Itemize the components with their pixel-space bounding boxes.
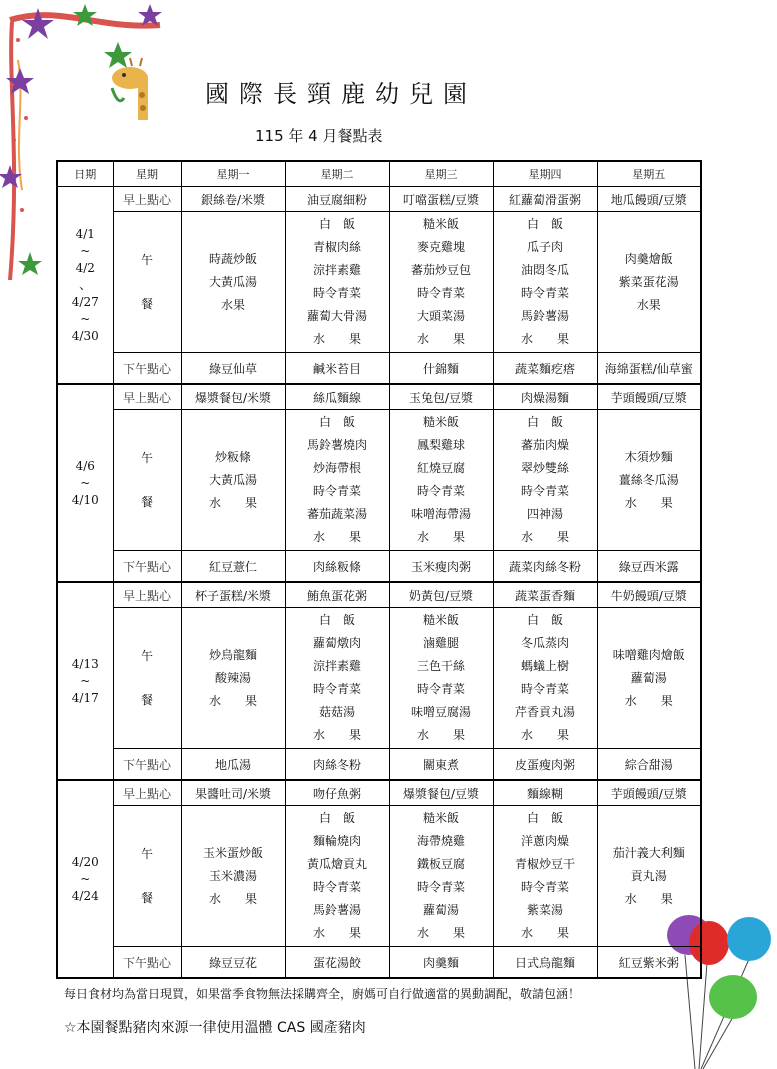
lunch-dish: 白 飯 — [526, 613, 563, 627]
lunch-cell — [493, 806, 597, 947]
lunch-dish: 味噌雞肉燴飯 — [612, 647, 685, 662]
lunch-dish: 馬鈴薯湯 — [520, 309, 569, 323]
lunch-dish: 麵輪燒肉 — [312, 834, 361, 848]
lunch-dish: 三色干絲 — [416, 659, 465, 673]
star-icon — [22, 8, 54, 39]
lunch-dish: 時令青菜 — [520, 682, 569, 696]
breakfast-cell: 奶黃包/豆漿 — [389, 582, 493, 608]
lunch-cell — [597, 212, 701, 353]
lunch-dish: 糙米飯 — [422, 415, 459, 429]
afternoon-cell: 肉絲粄條 — [285, 551, 389, 583]
slot-label-afternoon: 下午點心 — [113, 947, 181, 979]
column-header-date: 日期 — [57, 161, 113, 187]
date-line: 4/30 — [71, 328, 99, 343]
date-line: 4/2 — [75, 260, 95, 275]
lunch-label-char: 午 — [140, 253, 153, 267]
star-icon — [18, 252, 42, 275]
lunch-dish: 時令青菜 — [312, 484, 361, 498]
afternoon-cell: 海綿蛋糕/仙草蜜 — [597, 353, 701, 385]
date-line: 4/10 — [71, 492, 99, 507]
lunch-dish: 翠炒雙絲 — [520, 461, 569, 475]
menu-table — [56, 160, 702, 979]
lunch-dish: 白 飯 — [318, 415, 355, 429]
afternoon-cell: 蛋花湯餃 — [285, 947, 389, 979]
lunch-label-char: 餐 — [140, 495, 153, 509]
lunch-dish: 鳳梨雞球 — [416, 438, 465, 452]
lunch-dish: 時令青菜 — [312, 880, 361, 894]
lunch-dish: 馬鈴薯湯 — [312, 903, 361, 917]
lunch-dish: 水 果 — [416, 926, 465, 940]
lunch-row — [57, 212, 701, 353]
lunch-dish: 四神湯 — [526, 507, 563, 521]
breakfast-cell: 芋頭饅頭/豆漿 — [597, 384, 701, 410]
lunch-dish: 蘿蔔大骨湯 — [306, 309, 367, 323]
lunch-dish: 時令青菜 — [520, 484, 569, 498]
lunch-cell — [285, 608, 389, 749]
lunch-dish: 蕃茄蔬菜湯 — [306, 507, 367, 521]
lunch-dish: 水 果 — [624, 495, 673, 510]
lunch-dish: 味噌豆腐湯 — [410, 705, 471, 719]
lunch-dish: 時令青菜 — [520, 880, 569, 894]
lunch-dish: 水 果 — [520, 926, 569, 940]
lunch-dish: 水 果 — [416, 530, 465, 544]
lunch-dish: 水 果 — [624, 891, 673, 906]
lunch-dish: 糙米飯 — [422, 613, 459, 627]
afternoon-row — [57, 353, 701, 385]
lunch-dish: 菇菇湯 — [318, 705, 355, 719]
lunch-dish: 鐵板豆腐 — [416, 857, 465, 871]
lunch-cell — [285, 212, 389, 353]
date-line: ~ — [80, 243, 91, 258]
lunch-dish: 水 果 — [312, 332, 361, 346]
lunch-cell — [389, 806, 493, 947]
breakfast-cell: 鮪魚蛋花粥 — [285, 582, 389, 608]
lunch-dish: 白 飯 — [526, 415, 563, 429]
date-line: 4/27 — [71, 294, 99, 309]
lunch-cell — [181, 212, 285, 353]
lunch-dish: 紫菜湯 — [526, 903, 563, 917]
afternoon-cell: 綠豆豆花 — [181, 947, 285, 979]
afternoon-cell: 綠豆仙草 — [181, 353, 285, 385]
afternoon-cell: 綜合甜湯 — [597, 749, 701, 781]
lunch-dish: 青椒肉絲 — [312, 240, 361, 254]
lunch-dish: 蕃茄炒豆包 — [410, 263, 471, 277]
lunch-dish: 時令青菜 — [416, 484, 465, 498]
lunch-dish: 時令青菜 — [416, 286, 465, 300]
breakfast-row — [57, 384, 701, 410]
lunch-dish: 白 飯 — [526, 811, 563, 825]
lunch-dish: 白 飯 — [526, 217, 563, 231]
lunch-dish: 蘿蔔湯 — [422, 903, 459, 917]
lunch-dish: 蘿蔔湯 — [630, 670, 667, 685]
lunch-dish: 水 果 — [208, 693, 257, 708]
lunch-label-char: 午 — [140, 649, 153, 663]
breakfast-cell: 杯子蛋糕/米漿 — [181, 582, 285, 608]
breakfast-row — [57, 187, 701, 212]
lunch-dish: 大頭菜湯 — [416, 309, 465, 323]
lunch-dish: 水 果 — [208, 495, 257, 510]
column-header-day: 星期一 — [181, 161, 285, 187]
lunch-cell — [389, 608, 493, 749]
lunch-dish: 水 果 — [416, 332, 465, 346]
star-icon — [73, 4, 97, 26]
week-dates — [57, 187, 113, 385]
slot-label-lunch — [113, 212, 181, 353]
date-line: 4/6 — [75, 458, 95, 473]
page-subtitle: 115 年 4 月餐點表 — [255, 127, 383, 145]
breakfast-cell: 絲瓜麵線 — [285, 384, 389, 410]
lunch-label-char: 午 — [140, 451, 153, 465]
lunch-dish: 水 果 — [520, 530, 569, 544]
lunch-dish: 青椒炒豆干 — [514, 857, 575, 871]
star-icon — [138, 4, 162, 26]
table-header-row — [57, 161, 701, 187]
lunch-label-char: 餐 — [140, 891, 153, 905]
lunch-cell — [597, 410, 701, 551]
lunch-dish: 時令青菜 — [520, 286, 569, 300]
lunch-cell — [181, 410, 285, 551]
lunch-dish: 白 飯 — [318, 613, 355, 627]
date-line: 4/1 — [75, 226, 95, 241]
breakfast-cell: 麵線糊 — [493, 780, 597, 806]
page-title: 國際長頸鹿幼兒園 — [205, 80, 477, 108]
breakfast-cell: 銀絲卷/米漿 — [181, 187, 285, 212]
afternoon-cell: 關東煮 — [389, 749, 493, 781]
lunch-dish: 味噌海帶湯 — [410, 507, 471, 521]
lunch-dish: 糙米飯 — [422, 811, 459, 825]
lunch-dish: 水 果 — [624, 693, 673, 708]
lunch-dish: 肉羹燴飯 — [624, 251, 673, 266]
footer-note: 每日食材均為當日現買，如果當季食物無法採購齊全，廚媽可自行做適當的異動調配，敬請包涵！ — [64, 987, 581, 1001]
lunch-cell — [181, 806, 285, 947]
lunch-dish: 白 飯 — [318, 217, 355, 231]
lunch-row — [57, 608, 701, 749]
lunch-dish: 馬鈴薯燒肉 — [306, 438, 367, 452]
breakfast-cell: 油豆腐細粉 — [285, 187, 389, 212]
slot-label-breakfast: 早上點心 — [113, 582, 181, 608]
lunch-dish: 水 果 — [312, 728, 361, 742]
star-icon — [6, 68, 34, 94]
lunch-dish: 水 果 — [312, 530, 361, 544]
lunch-dish: 時令青菜 — [312, 286, 361, 300]
column-header-day: 星期四 — [493, 161, 597, 187]
star-icon — [104, 42, 132, 68]
breakfast-cell: 紅蘿蔔滑蛋粥 — [493, 187, 597, 212]
week-dates — [57, 780, 113, 978]
lunch-dish: 酸辣湯 — [214, 670, 251, 685]
slot-label-lunch — [113, 806, 181, 947]
breakfast-cell: 吻仔魚粥 — [285, 780, 389, 806]
afternoon-cell: 玉米瘦肉粥 — [389, 551, 493, 583]
slot-label-afternoon: 下午點心 — [113, 749, 181, 781]
lunch-label-char: 餐 — [140, 693, 153, 707]
afternoon-cell: 日式烏龍麵 — [493, 947, 597, 979]
breakfast-cell: 地瓜饅頭/豆漿 — [597, 187, 701, 212]
lunch-dish: 蘿蔔燉肉 — [312, 636, 361, 650]
lunch-dish: 涼拌素雞 — [312, 263, 361, 277]
column-header-slot: 星期 — [113, 161, 181, 187]
breakfast-cell: 叮噹蛋糕/豆漿 — [389, 187, 493, 212]
lunch-cell — [597, 806, 701, 947]
lunch-cell — [389, 212, 493, 353]
afternoon-cell: 紅豆薏仁 — [181, 551, 285, 583]
afternoon-cell: 肉絲冬粉 — [285, 749, 389, 781]
breakfast-cell: 肉燥湯麵 — [493, 384, 597, 410]
afternoon-cell: 肉羹麵 — [389, 947, 493, 979]
afternoon-row — [57, 947, 701, 979]
slot-label-breakfast: 早上點心 — [113, 384, 181, 410]
slot-label-afternoon: 下午點心 — [113, 353, 181, 385]
breakfast-cell: 爆漿餐包/米漿 — [181, 384, 285, 410]
slot-label-afternoon: 下午點心 — [113, 551, 181, 583]
breakfast-cell: 玉兔包/豆漿 — [389, 384, 493, 410]
lunch-dish: 螞蟻上樹 — [520, 659, 569, 673]
lunch-cell — [493, 410, 597, 551]
lunch-row — [57, 806, 701, 947]
week-dates — [57, 582, 113, 780]
lunch-dish: 冬瓜蒸肉 — [520, 636, 569, 650]
date-line: ~ — [80, 673, 91, 688]
lunch-dish: 玉米濃湯 — [208, 868, 257, 883]
column-header-day: 星期三 — [389, 161, 493, 187]
slot-label-breakfast: 早上點心 — [113, 187, 181, 212]
lunch-label-char: 餐 — [140, 297, 153, 311]
afternoon-cell: 蔬菜麵疙瘩 — [493, 353, 597, 385]
lunch-dish: 滷雞腿 — [422, 636, 459, 650]
lunch-dish: 時令青菜 — [312, 682, 361, 696]
lunch-dish: 貢丸湯 — [630, 868, 667, 883]
lunch-dish: 水果 — [220, 297, 245, 312]
date-line: ~ — [80, 311, 91, 326]
date-line: ~ — [80, 871, 91, 886]
date-line: 4/20 — [71, 854, 99, 869]
lunch-dish: 時蔬炒飯 — [208, 251, 257, 266]
lunch-dish: 紅燒豆腐 — [416, 461, 465, 475]
breakfast-cell: 芋頭饅頭/豆漿 — [597, 780, 701, 806]
balloon-icon — [727, 917, 771, 961]
lunch-cell — [493, 212, 597, 353]
lunch-dish: 糙米飯 — [422, 217, 459, 231]
column-header-day: 星期五 — [597, 161, 701, 187]
lunch-dish: 時令青菜 — [416, 682, 465, 696]
lunch-dish: 時令青菜 — [416, 880, 465, 894]
lunch-dish: 蕃茄肉燥 — [520, 438, 569, 452]
lunch-dish: 薑絲冬瓜湯 — [618, 472, 679, 487]
lunch-dish: 茄汁義大利麵 — [612, 845, 685, 860]
lunch-dish: 水 果 — [520, 332, 569, 346]
star-icon — [0, 165, 22, 188]
lunch-dish: 油悶冬瓜 — [520, 263, 569, 277]
lunch-dish: 瓜子肉 — [526, 240, 563, 254]
lunch-dish: 水果 — [636, 297, 661, 312]
lunch-row — [57, 410, 701, 551]
afternoon-cell: 鹹米苔目 — [285, 353, 389, 385]
breakfast-cell: 牛奶饅頭/豆漿 — [597, 582, 701, 608]
slot-label-lunch — [113, 410, 181, 551]
footer-note-pork: ☆本園餐點豬肉來源一律使用溫體 CAS 國產豬肉 — [64, 1020, 366, 1036]
date-line: 4/24 — [71, 888, 99, 903]
date-line: 4/17 — [71, 690, 99, 705]
lunch-cell — [389, 410, 493, 551]
balloon-icon — [709, 975, 757, 1019]
lunch-dish: 麥克雞塊 — [416, 240, 465, 254]
lunch-dish: 大黃瓜湯 — [208, 472, 257, 487]
lunch-dish: 玉米蛋炒飯 — [202, 845, 263, 860]
lunch-dish: 水 果 — [416, 728, 465, 742]
afternoon-cell: 蔬菜肉絲冬粉 — [493, 551, 597, 583]
lunch-cell — [181, 608, 285, 749]
lunch-dish: 海帶燒雞 — [416, 834, 465, 848]
afternoon-row — [57, 551, 701, 583]
lunch-dish: 水 果 — [208, 891, 257, 906]
breakfast-cell: 果醬吐司/米漿 — [181, 780, 285, 806]
lunch-dish: 黃瓜燴貢丸 — [306, 857, 367, 871]
lunch-dish: 水 果 — [312, 926, 361, 940]
lunch-dish: 芹香貢丸湯 — [514, 705, 575, 719]
afternoon-cell: 什錦麵 — [389, 353, 493, 385]
lunch-cell — [597, 608, 701, 749]
lunch-cell — [285, 806, 389, 947]
lunch-dish: 炒烏龍麵 — [208, 647, 257, 662]
breakfast-cell: 蔬菜蛋香麵 — [493, 582, 597, 608]
lunch-dish: 炒海帶根 — [312, 461, 361, 475]
lunch-dish: 大黃瓜湯 — [208, 274, 257, 289]
breakfast-row — [57, 582, 701, 608]
date-line: 、 — [79, 277, 92, 292]
breakfast-row — [57, 780, 701, 806]
afternoon-cell: 地瓜湯 — [181, 749, 285, 781]
lunch-dish: 白 飯 — [318, 811, 355, 825]
lunch-dish: 紫菜蛋花湯 — [618, 274, 679, 289]
breakfast-cell: 爆漿餐包/豆漿 — [389, 780, 493, 806]
slot-label-breakfast: 早上點心 — [113, 780, 181, 806]
date-line: 4/13 — [71, 656, 99, 671]
giraffe-icon — [112, 58, 148, 120]
date-line: ~ — [80, 475, 91, 490]
lunch-dish: 洋蔥肉燥 — [520, 834, 569, 848]
afternoon-row — [57, 749, 701, 781]
lunch-dish: 涼拌素雞 — [312, 659, 361, 673]
lunch-dish: 木須炒麵 — [624, 449, 673, 464]
afternoon-cell: 綠豆西米露 — [597, 551, 701, 583]
slot-label-lunch — [113, 608, 181, 749]
lunch-cell — [285, 410, 389, 551]
lunch-dish: 水 果 — [520, 728, 569, 742]
lunch-dish: 炒粄條 — [214, 449, 251, 464]
lunch-cell — [493, 608, 597, 749]
afternoon-cell: 紅豆紫米粥 — [597, 947, 701, 979]
column-header-day: 星期二 — [285, 161, 389, 187]
lunch-label-char: 午 — [140, 847, 153, 861]
week-dates — [57, 384, 113, 582]
afternoon-cell: 皮蛋瘦肉粥 — [493, 749, 597, 781]
